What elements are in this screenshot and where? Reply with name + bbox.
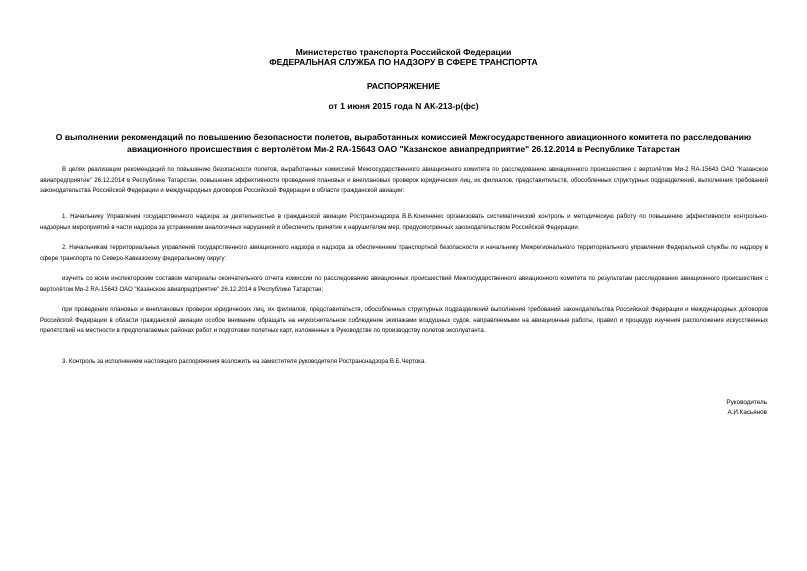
signature-title: Руководитель xyxy=(726,399,767,406)
item-2-block xyxy=(40,243,768,264)
document-date-number: от 1 июня 2015 года N АК-213-р(фс) xyxy=(328,101,479,111)
subject-line-2: авиационного происшествия с вертолётом Ми-2 RA-15643 ОАО "Казанское авиапредприятие" 26.12.2014 в Республике Татарстан xyxy=(127,144,680,154)
paragraph-item-2-sub-2: при проведении плановых и внеплановых проверок юридических лиц, их филиалов, представительств, обособленных структурных подразделений выполнения требований законодательства Российской Федерации и международных договоров Российской Федерации в области гражданской авиации особое внимание обращать на неукоснительное соблюдение экипажами воздушных судов, направляемыми на авиационные работы, правил и процедур изучения расположения искусственных препятствий на местности в предполагаемых районах работ и подготовки полетных карт, изложенных в Руководстве по производству полетов эксплуатанта. xyxy=(40,306,768,334)
paragraph-item-2: 2. Начальникам территориальных управлений государственного авиационного надзора и надзора за обеспечением транспортной безопасности и начальнику Межрегионального территориального управления Федеральной службы по надзору в сфере транспорта по Северо-Кавказскому федеральному округу: xyxy=(40,244,768,262)
signature-block xyxy=(726,398,767,418)
subject-line-1: О выполнении рекомендаций по повышению безопасности полетов, выработанных комиссией Межгосударственного авиационного комитета по расследованию xyxy=(55,132,752,142)
paragraph-intro: В целях реализации рекомендаций по повышению безопасности полетов, выработанных комиссией Межгосударственного авиационного комитета по расследованию авиационного происшествия с вертолётом Ми-2 RA-15643 ОАО "Казанское авиапредприятие" 26.12.2014 в Республике Татарстан, повышения эффективности проведения плановых и внеплановых проверок юридических лиц, их филиалов, представительств, обособленных структурных подразделений, выполнения требований законодательства Российской Федерации и международных договоров Российской Федерации в области гражданской авиации: xyxy=(40,166,768,194)
item-2-sub-1-block xyxy=(40,274,768,295)
item-3-block xyxy=(40,357,768,368)
document-type: РАСПОРЯЖЕНИЕ xyxy=(366,81,441,91)
intro-paragraph xyxy=(40,165,768,197)
item-2-sub-2-block xyxy=(40,305,768,337)
signature-name: А.И.Касьянов xyxy=(727,409,767,416)
paragraph-item-2-sub-1: изучить со всем инспекторским составом материалы окончательного отчета комиссии по расследованию авиационных происшествий Межгосударственного авиационного комитета по результатам расследования авиационного происшествия с вертолётом Ми-2 RA-15643 ОАО "Казанское авиапредприятие" 26.12.2014 в Республике Татарстан; xyxy=(40,275,768,293)
document-subject xyxy=(20,131,787,155)
service-title: ФЕДЕРАЛЬНАЯ СЛУЖБА ПО НАДЗОРУ В СФЕРЕ ТРАНСПОРТА xyxy=(269,57,538,67)
paragraph-item-1: 1. Начальнику Управления государственного надзора за деятельностью в гражданской авиации Ространснадзора В.В.Кононенко организовать систематический контроль и методическую работу по повышению эффективности контрольно-надзорных мероприятий в части надзора за устранением аналогичных нарушений и обеспечить принятие к нарушителям мер, предусмотренных законодательством Российской Федерации. xyxy=(40,213,768,231)
item-1-block xyxy=(40,212,768,233)
ministry-title: Министерство транспорта Российской Федерации xyxy=(295,47,512,57)
paragraph-item-3: 3. Контроль за исполнением настоящего распоряжения возложить на заместителя руководителя Ространснадзора В.Б.Чертока. xyxy=(62,358,427,365)
